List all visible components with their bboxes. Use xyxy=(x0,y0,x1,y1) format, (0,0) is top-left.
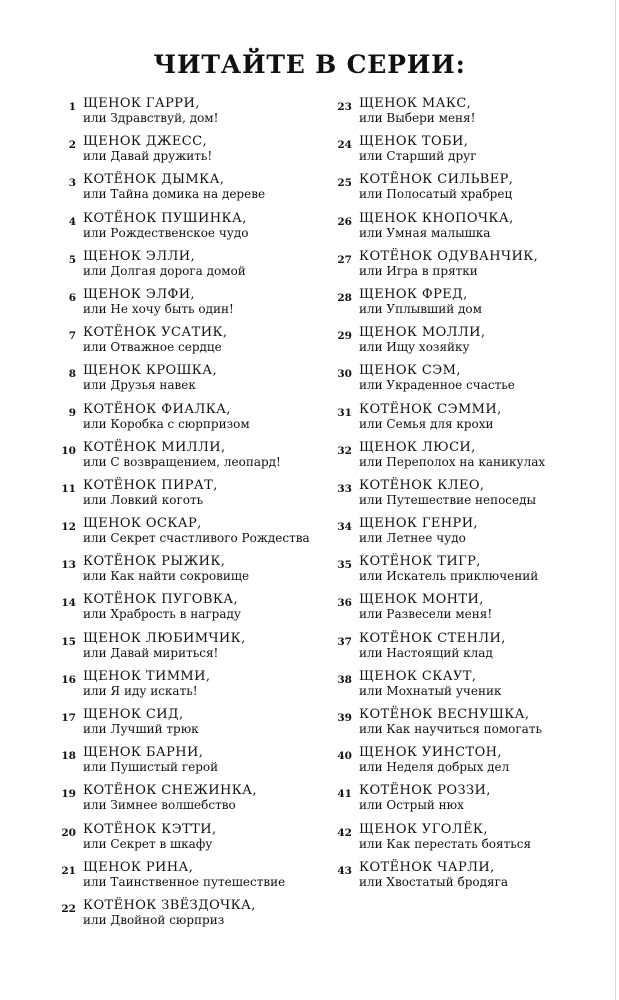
book-entry xyxy=(334,707,609,745)
book-entry xyxy=(58,478,333,516)
book-subtitle: или Выбери меня! xyxy=(359,111,476,125)
book-subtitle: или Как научиться помогать xyxy=(359,722,543,736)
book-subtitle: или Как найти сокровище xyxy=(83,569,250,584)
book-subtitle: или Острый нюх xyxy=(359,798,464,813)
book-subtitle: или Развесели меня! xyxy=(359,607,493,622)
book-entry xyxy=(334,822,609,860)
book-subtitle: или Отважное сердце xyxy=(83,340,222,355)
book-entry xyxy=(58,898,333,936)
book-title: ЩЕНОК ЛЮСИ, xyxy=(359,439,476,455)
book-entry xyxy=(334,249,609,287)
book-entry xyxy=(58,363,333,401)
book-number: 12 xyxy=(61,521,76,534)
book-title: КОТЁНОК ЗВЁЗДОЧКА, xyxy=(83,897,256,913)
book-number: 3 xyxy=(68,177,76,190)
book-entry xyxy=(334,325,609,363)
book-entry xyxy=(58,554,333,592)
book-entry xyxy=(334,440,609,478)
book-number: 17 xyxy=(61,712,76,724)
book-entry xyxy=(334,363,609,401)
book-subtitle: или Переполох на каникулах xyxy=(359,454,546,469)
book-subtitle: или Таинственное путешествие xyxy=(83,874,286,889)
book-entry xyxy=(58,631,333,669)
book-number: 6 xyxy=(68,291,76,304)
book-number: 9 xyxy=(68,406,76,419)
book-entry xyxy=(58,440,333,478)
book-title: КОТЁНОК ДЫМКА, xyxy=(83,172,225,188)
page-title: ЧИТАЙТЕ В СЕРИИ: xyxy=(153,50,466,79)
book-number: 39 xyxy=(337,712,352,724)
book-title: ЩЕНОК СИД, xyxy=(83,707,184,722)
book-subtitle: или Ищу хозяйку xyxy=(359,340,470,355)
book-title: ЩЕНОК СЭМ, xyxy=(359,363,461,379)
book-number: 41 xyxy=(337,788,352,801)
book-subtitle: или Хвостатый бродяга xyxy=(359,874,509,889)
book-number: 8 xyxy=(68,368,76,381)
book-entry xyxy=(334,96,609,134)
book-number: 36 xyxy=(337,597,352,610)
series-list-left-column xyxy=(58,96,333,936)
book-subtitle: или Неделя добрых дел xyxy=(359,760,510,775)
book-number: 14 xyxy=(61,597,76,610)
book-number: 2 xyxy=(68,139,76,152)
book-number: 35 xyxy=(337,559,352,572)
book-subtitle: или Рождественское чудо xyxy=(83,225,249,240)
book-entry xyxy=(58,592,333,630)
book-subtitle: или Украденное счастье xyxy=(359,378,515,393)
book-subtitle: или Лучший трюк xyxy=(83,722,199,736)
book-title: КОТЁНОК РОЗЗИ, xyxy=(359,783,491,799)
book-number: 13 xyxy=(61,559,76,572)
book-subtitle: или Секрет в шкафу xyxy=(83,836,213,851)
book-number: 34 xyxy=(337,521,352,534)
book-subtitle: или Тайна домика на дереве xyxy=(83,187,266,202)
book-title: ЩЕНОК ОСКАР, xyxy=(83,516,202,532)
book-entry xyxy=(58,745,333,783)
book-title: ЩЕНОК МАКС, xyxy=(359,96,472,111)
book-title: ЩЕНОК КНОПОЧКА, xyxy=(359,210,514,226)
book-subtitle: или Семья для крохи xyxy=(359,416,494,431)
book-number: 25 xyxy=(337,177,352,190)
book-entry xyxy=(334,554,609,592)
book-subtitle: или Мохнатый ученик xyxy=(359,683,502,698)
book-entry xyxy=(58,669,333,707)
book-number: 19 xyxy=(61,788,76,801)
book-entry xyxy=(334,783,609,821)
book-entry xyxy=(58,325,333,363)
book-number: 43 xyxy=(337,864,352,877)
book-subtitle: или Пушистый герой xyxy=(83,760,219,775)
book-title: ЩЕНОК ГАРРИ, xyxy=(83,96,200,111)
book-entry xyxy=(58,860,333,898)
book-number: 42 xyxy=(337,826,352,839)
book-subtitle: или Храбрость в награду xyxy=(83,607,241,622)
book-entry xyxy=(334,172,609,210)
book-number: 11 xyxy=(61,482,76,495)
book-number: 33 xyxy=(337,482,352,495)
book-number: 31 xyxy=(337,406,352,419)
book-subtitle: или С возвращением, леопард! xyxy=(83,454,281,469)
book-title: КОТЁНОК КЛЕО, xyxy=(359,477,485,493)
book-entry xyxy=(58,516,333,554)
page-edge-line xyxy=(615,0,616,1000)
book-subtitle: или Летнее чудо xyxy=(359,531,466,546)
book-title: ЩЕНОК ФРЕД, xyxy=(359,286,468,302)
book-number: 18 xyxy=(61,750,76,763)
book-title: ЩЕНОК МОЛЛИ, xyxy=(359,325,486,341)
book-entry xyxy=(58,96,333,134)
book-subtitle: или Полосатый храбрец xyxy=(359,187,513,202)
book-subtitle: или Настоящий клад xyxy=(359,645,493,660)
book-title: КОТЁНОК СЭММИ, xyxy=(359,401,502,417)
book-subtitle: или Как перестать бояться xyxy=(359,836,532,851)
book-title: ЩЕНОК УГОЛЁК, xyxy=(359,821,488,837)
book-number: 22 xyxy=(61,902,76,915)
book-title: ЩЕНОК РИНА, xyxy=(83,859,194,875)
book-number: 20 xyxy=(61,826,76,839)
book-subtitle: или Давай мириться! xyxy=(83,645,219,660)
book-number: 1 xyxy=(68,101,76,113)
book-entry xyxy=(58,402,333,440)
book-title: КОТЁНОК СТЕНЛИ, xyxy=(359,630,506,646)
book-number: 5 xyxy=(68,253,76,266)
book-entry xyxy=(58,822,333,860)
book-subtitle: или Путешествие непоседы xyxy=(359,492,537,507)
book-number: 15 xyxy=(61,635,76,648)
book-subtitle: или Не хочу быть один! xyxy=(83,301,234,316)
book-title: КОТЁНОК МИЛЛИ, xyxy=(83,439,226,455)
book-entry xyxy=(58,134,333,172)
book-title: ЩЕНОК БАРНИ, xyxy=(83,745,204,761)
book-number: 7 xyxy=(68,330,76,343)
book-title: КОТЁНОК ФИАЛКА, xyxy=(83,401,231,417)
book-entry xyxy=(334,402,609,440)
book-entry xyxy=(58,783,333,821)
book-title: ЩЕНОК ТИММИ, xyxy=(83,668,211,684)
book-entry xyxy=(334,211,609,249)
book-title: ЩЕНОК ГЕНРИ, xyxy=(359,516,478,532)
book-subtitle: или Здравствуй, дом! xyxy=(83,111,219,125)
book-number: 40 xyxy=(337,750,352,763)
book-title: КОТЁНОК ЧАРЛИ, xyxy=(359,859,495,875)
book-title: КОТЁНОК ПИРАТ, xyxy=(83,477,218,493)
book-entry xyxy=(58,211,333,249)
book-title: КОТЁНОК ПУШИНКА, xyxy=(83,210,247,226)
book-title: КОТЁНОК ПУГОВКА, xyxy=(83,592,239,608)
book-entry xyxy=(58,287,333,325)
book-entry xyxy=(334,592,609,630)
book-number: 28 xyxy=(337,291,352,304)
book-entry xyxy=(58,707,333,745)
book-number: 24 xyxy=(337,139,352,152)
book-title: ЩЕНОК ЛЮБИМЧИК, xyxy=(83,630,246,646)
book-entry xyxy=(58,172,333,210)
book-subtitle: или Долгая дорога домой xyxy=(83,263,246,278)
book-subtitle: или Уплывший дом xyxy=(359,301,482,316)
book-number: 4 xyxy=(68,215,76,228)
book-number: 23 xyxy=(337,101,352,113)
book-title: КОТЁНОК УСАТИК, xyxy=(83,325,228,341)
book-title: КОТЁНОК ВЕСНУШКА, xyxy=(359,707,530,722)
book-entry xyxy=(334,287,609,325)
book-number: 29 xyxy=(337,330,352,343)
book-subtitle: или Умная малышка xyxy=(359,225,491,240)
book-entry xyxy=(334,631,609,669)
book-subtitle: или Друзья навек xyxy=(83,378,196,393)
book-number: 10 xyxy=(61,444,76,457)
book-title: КОТЁНОК СНЕЖИНКА, xyxy=(83,783,257,799)
book-title: ЩЕНОК МОНТИ, xyxy=(359,592,484,608)
book-subtitle: или Я иду искать! xyxy=(83,683,198,698)
book-subtitle: или Игра в прятки xyxy=(359,263,478,278)
book-number: 16 xyxy=(61,673,76,686)
book-title: ЩЕНОК ТОБИ, xyxy=(359,134,469,150)
book-title: ЩЕНОК СКАУТ, xyxy=(359,668,477,684)
book-number: 30 xyxy=(337,368,352,381)
book-title: КОТЁНОК КЭТТИ, xyxy=(83,821,217,837)
book-entry xyxy=(334,745,609,783)
book-subtitle: или Старший друг xyxy=(359,149,477,164)
book-entry xyxy=(334,478,609,516)
book-title: ЩЕНОК ЭЛЛИ, xyxy=(83,248,196,264)
book-subtitle: или Искатель приключений xyxy=(359,569,539,584)
book-subtitle: или Зимнее волшебство xyxy=(83,798,236,813)
series-list-right-column xyxy=(334,96,609,898)
book-number: 27 xyxy=(337,253,352,266)
book-title: ЩЕНОК УИНСТОН, xyxy=(359,745,502,761)
book-entry xyxy=(334,134,609,172)
book-entry xyxy=(58,249,333,287)
book-title: ЩЕНОК ДЖЕСС, xyxy=(83,134,208,150)
book-number: 21 xyxy=(61,864,76,877)
book-title: КОТЁНОК РЫЖИК, xyxy=(83,554,226,570)
book-entry xyxy=(334,516,609,554)
book-number: 37 xyxy=(337,635,352,648)
book-subtitle: или Коробка с сюрпризом xyxy=(83,416,250,431)
book-title: ЩЕНОК ЭЛФИ, xyxy=(83,286,195,302)
book-number: 32 xyxy=(337,444,352,457)
book-subtitle: или Ловкий коготь xyxy=(83,492,204,507)
book-subtitle: или Секрет счастливого Рождества xyxy=(83,531,310,546)
book-title: КОТЁНОК ОДУВАНЧИК, xyxy=(359,248,539,264)
book-title: КОТЁНОК СИЛЬВЕР, xyxy=(359,172,514,188)
book-title: ЩЕНОК КРОШКА, xyxy=(83,363,218,379)
book-title: КОТЁНОК ТИГР, xyxy=(359,554,481,570)
book-subtitle: или Двойной сюрприз xyxy=(83,912,225,927)
book-entry xyxy=(334,860,609,898)
book-entry xyxy=(334,669,609,707)
book-subtitle: или Давай дружить! xyxy=(83,149,213,164)
book-number: 38 xyxy=(337,673,352,686)
book-number: 26 xyxy=(337,215,352,228)
